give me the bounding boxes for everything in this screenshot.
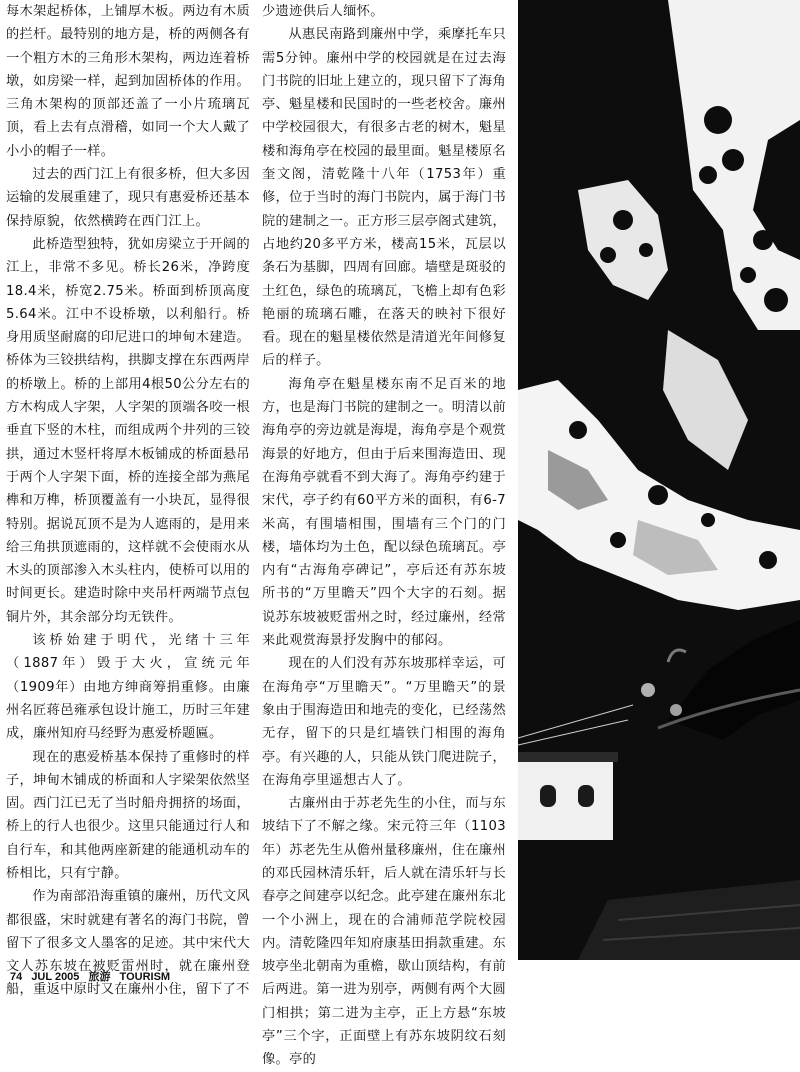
paragraph: 现在的惠爱桥基本保持了重修时的样子，坤甸木铺成的桥面和人字梁架依然坚固。西门江已无了当时船舟拥挤的场面，桥上的行人也很少。这里只能通过行人和自行车，和其他两座新建的能通机动车的桥相比，只有宁静。: [6, 749, 250, 881]
paragraph: 作为南部沿海重镇的廉州，历代文风都很盛，宋时就建有著名的海门书院，曾留下了很多文人墨客的足迹。其中宋代大文人苏东坡在被贬雷州时，就在廉州登船，重返中原时又在廉州小住，留下了不: [6, 889, 250, 998]
text-column-left: [6, 0, 250, 1002]
magazine-name-en: TOURISM: [119, 971, 171, 983]
magazine-name-cn: 旅游: [88, 971, 111, 983]
page-footer: [10, 968, 176, 988]
issue-date: JUL 2005: [31, 971, 80, 983]
paragraph: 现在的人们没有苏东坡那样幸运，可在海角亭“万里瞻天”。“万里瞻天”的景象由于围海造田和地壳的变化，已经荡然无存，留下的只是红墙铁门相围的海角亭。有兴趣的人，只能从铁门爬进院子，在海角亭里遥想古人了。: [262, 656, 506, 788]
paragraph: 过去的西门江上有很多桥，但大多因运输的发展重建了，现只有惠爱桥还基本保持原貌，依然横跨在西门江上。: [6, 167, 250, 229]
paragraph: 此桥造型独特，犹如房梁立于开阔的江上，非常不多见。桥长26米，净跨度18.4米，桥宽2.75米。桥面到桥顶高度5.64米。江中不设桥墩，以利船行。桥身用质坚耐腐的印尼进口的坤甸木建造。桥体为三铰拱结构，拱脚支撑在东西两岸的桥墩上。桥的上部用4根50公分左右的方木构成人字架，人字架的顶端各咬一根垂直下竖的木柱，而组成两个井列的三铰拱，通过木竖杆将厚木板铺成的桥面悬吊于两个人字架下面，桥的连接全部为燕尾榫和万榫，桥顶覆盖有一小块瓦，显得很特别。据说瓦顶不是为人遮雨的，是用来给三角拱顶遮雨的，这样就不会使雨水从木头的顶部渗入木头柱内，使桥可以用的时间更长。建造时除中夹吊杆两端节点包铜片外，其余部分均无铁件。: [6, 236, 250, 625]
photo-image: [518, 0, 800, 960]
paragraph: 少遗迹供后人缅怀。: [262, 4, 384, 19]
paragraph: 古廉州由于苏老先生的小住，而与东坡结下了不解之缘。宋元符三年（1103年）苏老先生从儋州量移廉州，住在廉州的邓氏园林清乐轩，后人就在清乐轩与长春亭之间建亭以纪念。此亭建在廉州东北一个小洲上，现在的合浦师范学院校园内。清乾隆四年知府康基田捐款重建。东坡亭坐北朝南为重檐，歇山顶结构，有前后两进。第一进为别亭，两侧有两个大圆门相拱；第二进为主亭，正上方悬“东坡亭”三个字，正面壁上有苏东坡阴纹石刻像。亭的: [262, 796, 506, 1068]
paragraph: 海角亭在魁星楼东南不足百米的地方，也是海门书院的建制之一。明清以前海角亭的旁边就是海堤，海角亭是个观赏海景的好地方，但由于后来围海造田、现在海角亭就看不到大海了。海角亭约建于宋代，亭子约有60平方米的面积，有6-7米高，有围墙相围，围墙有三个门的门楼，墙体均为土色，配以绿色琉璃瓦。亭内有“古海角亭碑记”，亭后还有苏东坡所书的“万里瞻天”四个大字的石刻。据说苏东坡被贬雷州之时，经过廉州，经常来此观赏海景抒发胸中的郁闷。: [262, 376, 506, 649]
paragraph: 该桥始建于明代，光绪十三年（1887年）毁于大火，宣统元年（1909年）由地方绅商筹捐重修。由廉州名匠蒋邑雍承包设计施工，历时三年建成，廉州知府马经野为惠爱桥题匾。: [6, 633, 250, 742]
text-column-middle: [262, 0, 506, 1072]
paragraph: 从惠民南路到廉州中学，乘摩托车只需5分钟。廉州中学的校园就是在过去海门书院的旧址上建立的，现只留下了海角亭、魁星楼和民国时的一些老校舍。廉州中学校园很大，有很多古老的树木，魁星楼和海角亭在校园的最里面。魁星楼原名奎文阁，清乾隆十八年（1753年）重修，位于当时的海门书院内，属于海门书院的建制之一。正方形三层亭阁式建筑，占地约20多平方米，楼高15米，瓦层以条石为基脚，四周有回廊。墙壁是斑驳的土红色，绿色的琉璃瓦，飞檐上却有色彩艳丽的琉璃石雕，在落天的映衬下很好看。现在的魁星楼依然是清道光年间修复后的样子。: [262, 27, 506, 369]
page-number: 74: [10, 971, 23, 983]
photo-pavilion-and-trees: [518, 0, 800, 960]
paragraph: 每木架起桥体，上铺厚木板。两边有木质的拦杆。最特别的地方是，桥的两侧各有一个粗方木的三角形木架构，两边连着桥墩，如房梁一样，起到加固桥体的作用。三角木架构的顶部还盖了一小片琉璃瓦顶，看上去有点滑稽，如同一个大人戴了小小的帽子一样。: [6, 4, 250, 159]
